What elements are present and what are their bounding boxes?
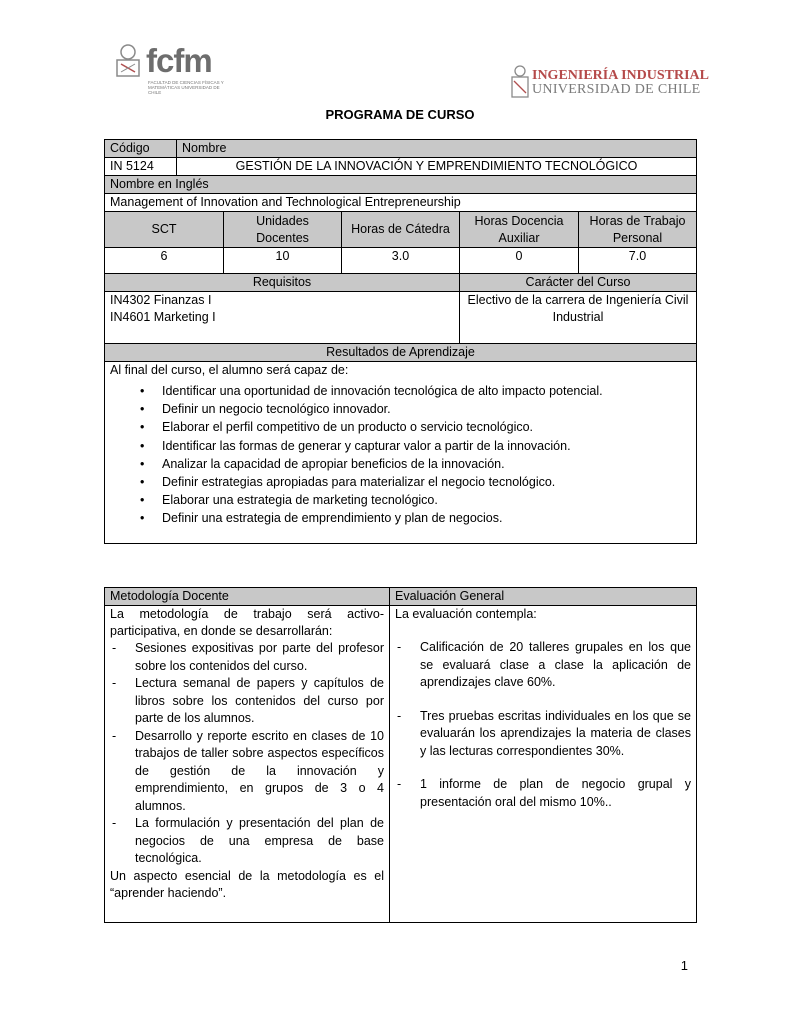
requisito-item: IN4302 Finanzas I <box>110 293 212 307</box>
list-item: • Definir una estrategia de emprendimiento y plan de negocios. <box>162 509 691 527</box>
metodologia-list <box>110 640 384 868</box>
course-info-table <box>104 139 697 544</box>
evaluacion-intro: La evaluación contempla: <box>395 607 537 621</box>
resultados-header: Resultados de Aprendizaje <box>105 344 697 362</box>
list-item: - La formulación y presentación del plan de negocios de una empresa de base tecnológica. <box>110 815 384 868</box>
fcfm-logo <box>112 36 227 100</box>
requisitos-list <box>105 292 460 344</box>
list-item: - Lectura semanal de papers y capítulos de libros sobre los contenidos del curso por parte de los alumnos. <box>110 675 384 728</box>
hours-header-sct: SCT <box>105 212 224 248</box>
english-name: Management of Innovation and Technological Entrepreneurship <box>105 194 697 212</box>
logo-line-2: UNIVERSIDAD DE CHILE <box>532 82 701 97</box>
caracter-value: Electivo de la carrera de Ingeniería Civil Industrial <box>460 292 697 344</box>
evaluacion-list <box>395 639 691 811</box>
list-item: - Desarrollo y reporte escrito en clases de 10 trabajos de taller sobre aspectos específicos de gestión de la innovación y emprendimiento, en grupos de 3 o 4 alumnos. <box>110 728 384 816</box>
list-item: - 1 informe de plan de negocio grupal y presentación oral del mismo 10%.. <box>395 776 691 811</box>
hours-header-unidades: Unidades Docentes <box>224 212 342 248</box>
hours-header-auxiliar: Horas Docencia Auxiliar <box>460 212 579 248</box>
resultados-list <box>110 382 691 528</box>
resultados-intro: Al final del curso, el alumno será capaz de: <box>110 363 349 377</box>
fcfm-logo-subtitle: FACULTAD DE CIENCIAS FÍSICAS Y MATEMÁTICAS UNIVERSIDAD DE CHILE <box>148 80 224 95</box>
list-item: - Sesiones expositivas por parte del profesor sobre los contenidos del curso. <box>110 640 384 675</box>
hours-header-catedra: Horas de Cátedra <box>342 212 460 248</box>
requisitos-header: Requisitos <box>105 274 460 292</box>
hours-header-personal: Horas de Trabajo Personal <box>579 212 697 248</box>
evaluacion-body <box>390 606 697 923</box>
metodologia-header: Metodología Docente <box>105 588 390 606</box>
list-item: • Elaborar el perfil competitivo de un producto o servicio tecnológico. <box>162 418 691 436</box>
logo-line-1: INGENIERÍA INDUSTRIAL <box>532 68 709 83</box>
list-item: • Analizar la capacidad de apropiar beneficios de la innovación. <box>162 455 691 473</box>
ingenieria-industrial-logo <box>510 60 709 102</box>
list-item: • Definir un negocio tecnológico innovador. <box>162 400 691 418</box>
list-item: - Tres pruebas escritas individuales en los que se evaluarán los aprendizajes la materia de clases y las lecturas correspondientes 30%. <box>395 708 691 761</box>
course-name: GESTIÓN DE LA INNOVACIÓN Y EMPRENDIMIENTO TECNOLÓGICO <box>177 158 697 176</box>
hours-value-personal: 7.0 <box>579 248 697 274</box>
list-item: • Elaborar una estrategia de marketing tecnológico. <box>162 491 691 509</box>
metodologia-intro: La metodología de trabajo será activo-participativa, en donde se desarrollarán: <box>110 607 384 638</box>
metodologia-outro: Un aspecto esencial de la metodología es el “aprender haciendo”. <box>110 868 384 900</box>
evaluacion-header: Evaluación General <box>390 588 697 606</box>
document-title: PROGRAMA DE CURSO <box>325 107 475 122</box>
page-number: 1 <box>680 958 688 973</box>
course-code: IN 5124 <box>105 158 177 176</box>
list-item: • Identificar una oportunidad de innovación tecnológica de alto impacto potencial. <box>162 382 691 400</box>
university-seal-icon <box>112 40 144 80</box>
requisito-item: IN4601 Marketing I <box>110 310 216 324</box>
nombre-header: Nombre <box>177 140 697 158</box>
list-item: • Definir estrategias apropiadas para materializar el negocio tecnológico. <box>162 473 691 491</box>
list-item: • Identificar las formas de generar y capturar valor a partir de la innovación. <box>162 437 691 455</box>
codigo-header: Código <box>105 140 177 158</box>
list-item: - Calificación de 20 talleres grupales en los que se evaluará clase a clase la aplicación de aprendizajes clave 60%. <box>395 639 691 692</box>
resultados-body <box>105 362 697 544</box>
fcfm-logo-text: fcfm <box>146 42 212 79</box>
methodology-evaluation-table <box>104 587 697 923</box>
hours-value-sct: 6 <box>105 248 224 274</box>
hours-value-auxiliar: 0 <box>460 248 579 274</box>
caracter-header: Carácter del Curso <box>460 274 697 292</box>
hours-value-catedra: 3.0 <box>342 248 460 274</box>
university-seal-icon <box>510 62 530 100</box>
english-name-header: Nombre en Inglés <box>105 176 697 194</box>
hours-value-unidades: 10 <box>224 248 342 274</box>
metodologia-body <box>105 606 390 923</box>
